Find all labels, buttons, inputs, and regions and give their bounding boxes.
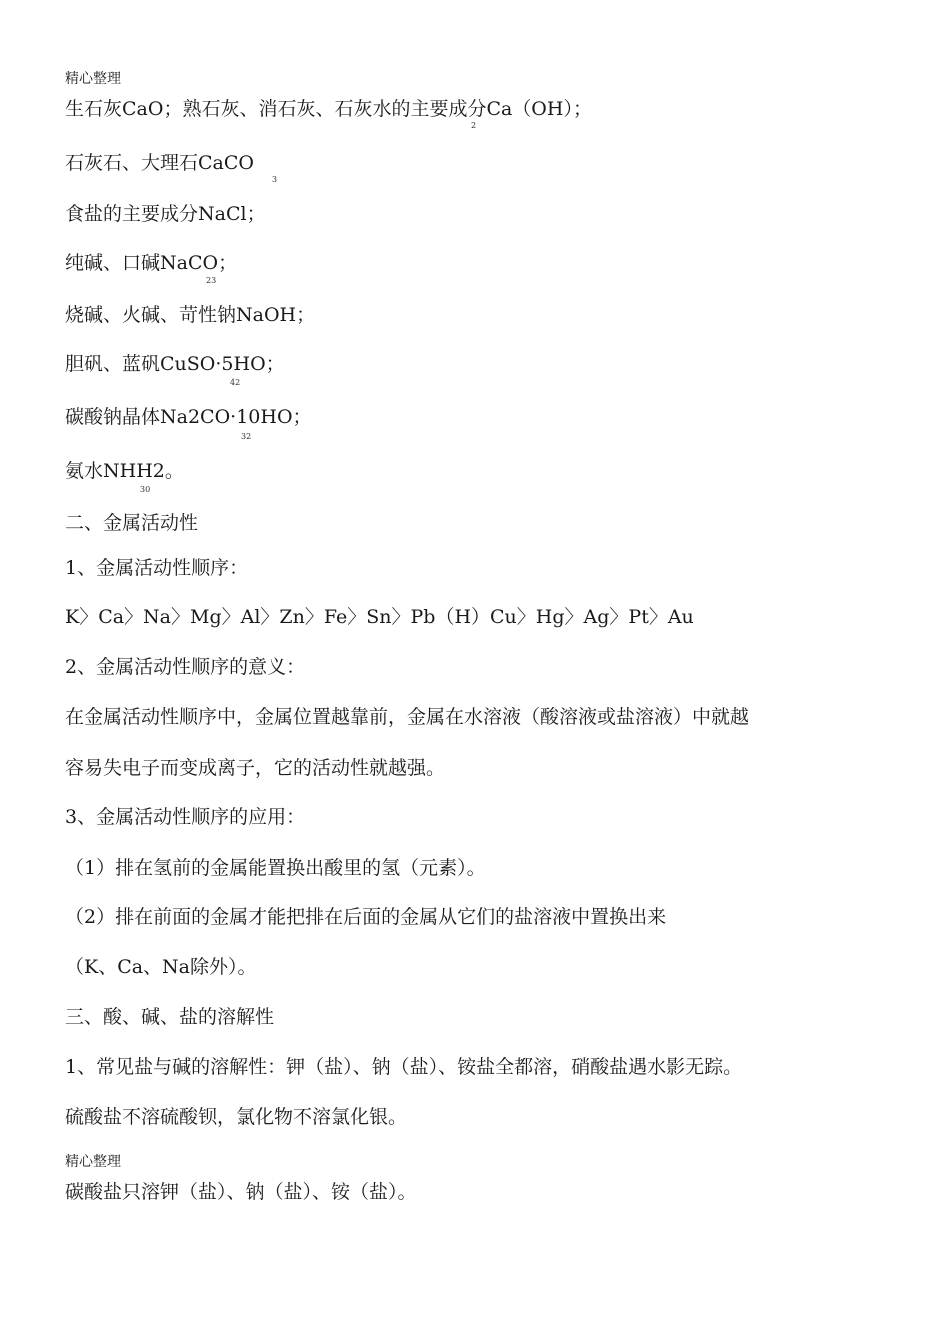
text-line: 在金属活动性顺序中，金属位置越靠前，金属在水溶液（酸溶液或盐溶液）中就越 — [65, 706, 750, 728]
text-line: 烧碱、火碱、苛性钠NaOH； — [65, 304, 316, 326]
text-line: 纯碱、口碱NaCO； — [65, 252, 238, 274]
text-line: （2）排在前面的金属才能把排在后面的金属从它们的盐溶液中置换出来 — [65, 906, 667, 928]
page-header: 精心整理 — [65, 71, 121, 87]
subscript: 42 — [230, 378, 241, 387]
subscript: 32 — [241, 432, 252, 441]
text-line: 胆矾、蓝矾CuSO·5HO； — [65, 353, 285, 375]
text-line: 碳酸钠晶体Na2CO·10HO； — [65, 406, 312, 428]
text-line: 碳酸盐只溶钾（盐）、钠（盐）、铵（盐）。 — [65, 1181, 417, 1203]
subscript: 30 — [140, 485, 151, 494]
text-line: 1、金属活动性顺序： — [65, 557, 249, 579]
text-line: K〉Ca〉Na〉Mg〉Al〉Zn〉Fe〉Sn〉Pb（H）Cu〉Hg〉Ag〉Pt〉Au — [65, 606, 694, 628]
text-line: （1）排在氢前的金属能置换出酸里的氢（元素）。 — [65, 857, 486, 879]
text-line: 1、常见盐与碱的溶解性：钾（盐）、钠（盐）、铵盐全都溶，硝酸盐遇水影无踪。 — [65, 1056, 743, 1078]
text-line: 石灰石、大理石CaCO — [65, 152, 254, 174]
page-header: 精心整理 — [65, 1154, 121, 1170]
text-line: 食盐的主要成分NaCl； — [65, 203, 266, 225]
text-line: 3、金属活动性顺序的应用： — [65, 806, 306, 828]
subscript: 3 — [272, 175, 278, 184]
text-line: （K、Ca、Na除外）。 — [65, 956, 257, 978]
section-heading: 三、酸、碱、盐的溶解性 — [65, 1006, 275, 1028]
section-heading: 二、金属活动性 — [65, 512, 199, 534]
text-line: 2、金属活动性顺序的意义： — [65, 656, 306, 678]
subscript: 23 — [206, 276, 217, 285]
text-line: 容易失电子而变成离子，它的活动性就越强。 — [65, 757, 446, 779]
text-line: 硫酸盐不溶硫酸钡，氯化物不溶氯化银。 — [65, 1106, 408, 1128]
text-line: 生石灰CaO；熟石灰、消石灰、石灰水的主要成分Ca（OH）； — [65, 98, 592, 120]
text-line: 氨水NHH2。 — [65, 460, 184, 482]
subscript: 2 — [471, 121, 477, 130]
